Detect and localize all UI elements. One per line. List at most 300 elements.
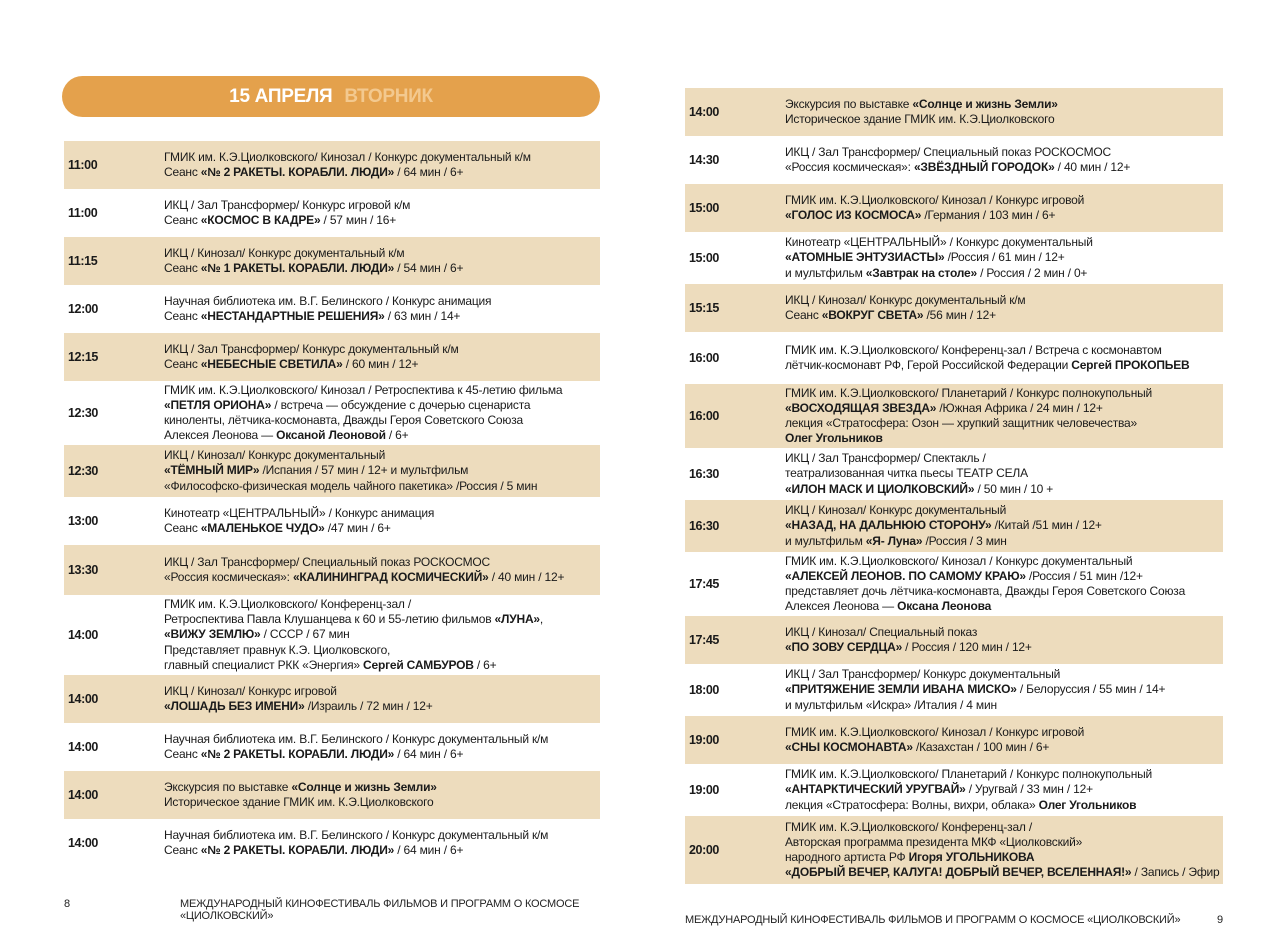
event-text: / СССР / 67 мин <box>260 627 350 642</box>
event-row <box>64 285 600 333</box>
event-text: / 50 мин / 10 + <box>974 481 1054 496</box>
event-row <box>64 723 600 771</box>
event-title: «№ 2 РАКЕТЫ. КОРАБЛИ. ЛЮДИ» <box>200 165 395 179</box>
event-description <box>785 145 1223 175</box>
event-line <box>164 570 600 585</box>
event-text: народного артиста РФ <box>785 850 909 864</box>
event-time: 16:00 <box>689 409 719 423</box>
event-line <box>785 482 1223 497</box>
event-title: «КОСМОС В КАДРЕ» <box>200 213 321 227</box>
event-description <box>785 820 1223 881</box>
event-time: 15:00 <box>689 201 719 215</box>
event-title: «НАЗАД, НА ДАЛЬНЮЮ СТОРОНУ» <box>785 518 992 533</box>
event-row <box>685 232 1223 284</box>
event-line <box>164 658 600 673</box>
event-description <box>785 293 1223 323</box>
event-title: «КАЛИНИНГРАД КОСМИЧЕСКИЙ» <box>292 570 489 584</box>
event-line <box>785 250 1223 265</box>
event-row <box>685 616 1223 664</box>
event-title: Оксаной Леоновой <box>276 428 386 443</box>
event-line <box>785 293 1223 308</box>
event-text: ГМИК им. К.Э.Циолковского/ Конференц-зал / Встреча с космонавтом <box>785 342 1162 357</box>
event-description <box>164 780 600 810</box>
event-line <box>785 503 1223 518</box>
event-row <box>685 552 1223 616</box>
event-time: 13:30 <box>68 563 98 577</box>
event-line <box>164 795 600 810</box>
event-text: ИКЦ / Зал Трансформер/ Конкурс документальный <box>785 667 1061 682</box>
event-text: Сеанс <box>164 357 201 371</box>
event-line <box>785 640 1223 655</box>
event-time: 14:00 <box>68 836 98 850</box>
event-row <box>64 237 600 285</box>
event-title: Сергей САМБУРОВ <box>363 657 474 672</box>
event-line <box>785 865 1223 880</box>
event-title: «Солнце и жизнь Земли» <box>912 96 1058 111</box>
event-title: «№ 2 РАКЕТЫ. КОРАБЛИ. ЛЮДИ» <box>200 747 395 761</box>
event-text: /Германия / 103 мин / 6+ <box>921 208 1056 222</box>
event-description <box>164 294 600 324</box>
event-time: 11:15 <box>68 254 98 268</box>
event-time: 16:30 <box>689 467 719 481</box>
event-line <box>785 97 1223 112</box>
event-title: «СНЫ КОСМОНАВТА» <box>785 740 913 754</box>
event-description <box>164 383 600 444</box>
event-time: 12:30 <box>68 406 98 420</box>
event-text: /Израиль / 72 мин / 12+ <box>304 699 433 713</box>
event-text: / 60 мин / 12+ <box>342 357 419 371</box>
event-line <box>785 416 1223 431</box>
event-text: ИКЦ / Кинозал/ Конкурс документальный к/м <box>164 245 405 260</box>
event-description <box>164 246 600 276</box>
event-text: ИКЦ / Кинозал/ Конкурс документальный к/м <box>785 292 1026 307</box>
event-row <box>64 333 600 381</box>
event-line <box>164 627 600 642</box>
event-line <box>164 612 600 627</box>
event-text: Кинотеатр «ЦЕНТРАЛЬНЫЙ» / Конкурс анимация <box>164 505 435 520</box>
event-description <box>164 597 600 673</box>
event-line <box>164 165 600 180</box>
event-text: лекция «Стратосфера: Волны, вихри, облака» <box>785 797 1039 812</box>
event-time: 12:00 <box>68 302 98 316</box>
event-text: / Белоруссия / 55 мин / 14+ <box>1016 682 1166 697</box>
event-text: ГМИК им. К.Э.Циолковского/ Кинозал / Ретроспектива к 45-летию фильма <box>164 382 563 397</box>
event-time: 12:30 <box>68 464 98 478</box>
event-row <box>64 141 600 189</box>
event-text: Сеанс <box>164 213 201 227</box>
event-time: 14:30 <box>689 153 719 167</box>
event-text: киноленты, лётчика-космонавта, Дважды Героя Советского Союза <box>164 413 523 427</box>
event-text: представляет дочь лётчика-космонавта, Дважды Героя Советского Союза <box>785 584 1186 598</box>
event-text: /Китай /51 мин / 12+ <box>991 518 1102 533</box>
event-title: «ПЕТЛЯ ОРИОНА» <box>164 397 272 412</box>
event-line <box>164 643 600 658</box>
event-row <box>64 819 600 867</box>
event-line <box>164 747 600 762</box>
event-text: / 57 мин / 16+ <box>320 213 397 227</box>
event-row <box>64 771 600 819</box>
event-text: ГМИК им. К.Э.Циолковского/ Кинозал / Конкурс игровой <box>785 192 1085 207</box>
event-description <box>164 342 600 372</box>
event-line <box>164 198 600 213</box>
event-time: 18:00 <box>689 683 719 697</box>
event-text: / 54 мин / 6+ <box>394 261 464 275</box>
event-line <box>164 342 600 357</box>
right-page <box>635 0 1270 950</box>
event-text: / 64 мин / 6+ <box>394 843 464 857</box>
event-text: , <box>539 612 544 627</box>
event-time: 14:00 <box>68 788 98 802</box>
event-line <box>164 213 600 228</box>
event-row <box>64 381 600 445</box>
event-text: ГМИК им. К.Э.Циолковского/ Планетарий / Конкурс полнокупольный <box>785 767 1153 782</box>
event-text: ИКЦ / Зал Трансформер/ Специальный показ РОСКОСМОС <box>164 554 491 569</box>
event-time: 14:00 <box>68 740 98 754</box>
event-line <box>785 798 1223 813</box>
event-line <box>785 698 1223 713</box>
event-text: «Россия космическая»: <box>164 570 293 584</box>
event-line <box>785 401 1223 416</box>
event-text: ИКЦ / Зал Трансформер/ Спектакль / <box>785 451 986 466</box>
event-description <box>785 386 1223 447</box>
day-date: 15 АПРЕЛЯ <box>229 85 333 107</box>
event-title: «№ 1 РАКЕТЫ. КОРАБЛИ. ЛЮДИ» <box>200 261 395 275</box>
event-text: ИКЦ / Кинозал/ Специальный показ <box>785 624 978 639</box>
event-line <box>785 740 1223 755</box>
right-page-number: 9 <box>1217 914 1223 926</box>
event-time: 15:00 <box>689 251 719 265</box>
event-line <box>164 309 600 324</box>
event-description <box>785 343 1223 373</box>
event-text: / 40 мин / 12+ <box>488 570 565 584</box>
day-weekday: ВТОРНИК <box>344 85 433 107</box>
event-description <box>785 767 1223 813</box>
event-text: ГМИК им. К.Э.Циолковского/ Конференц-зал / <box>164 597 412 611</box>
event-title: «№ 2 РАКЕТЫ. КОРАБЛИ. ЛЮДИ» <box>200 843 395 857</box>
event-title: Олег Угольников <box>785 431 883 446</box>
event-text: / Запись / Эфир <box>1131 865 1220 880</box>
event-title: «ПО ЗОВУ СЕРДЦА» <box>785 640 903 654</box>
event-time: 12:15 <box>68 350 98 364</box>
event-line <box>164 246 600 261</box>
day-header <box>62 76 600 117</box>
event-line <box>785 767 1223 782</box>
event-text: / Уругвай / 33 мин / 12+ <box>965 782 1093 797</box>
event-row <box>64 445 600 497</box>
event-row <box>685 88 1223 136</box>
event-line <box>785 308 1223 323</box>
event-time: 20:00 <box>689 843 719 857</box>
event-title: Сергей ПРОКОПЬЕВ <box>1071 358 1190 372</box>
event-line <box>785 782 1223 797</box>
event-line <box>164 684 600 699</box>
event-line <box>785 208 1223 223</box>
event-row <box>685 764 1223 816</box>
event-time: 17:45 <box>689 633 719 647</box>
event-line <box>785 534 1223 549</box>
event-text: Сеанс <box>164 843 201 857</box>
event-text: ГМИК им. К.Э.Циолковского/ Кинозал / Конкурс документальный к/м <box>164 149 531 164</box>
event-title: Игоря УГОЛЬНИКОВА <box>908 850 1035 864</box>
event-text: ГМИК им. К.Э.Циолковского/ Кинозал / Конкурс документальный <box>785 553 1133 568</box>
event-text: Историческое здание ГМИК им. К.Э.Циолковского <box>164 795 434 809</box>
event-line <box>785 584 1223 599</box>
event-title: «ИЛОН МАСК И ЦИОЛКОВСКИЙ» <box>785 481 975 496</box>
left-page-number: 8 <box>64 898 70 910</box>
right-schedule <box>685 88 1223 884</box>
event-description <box>785 97 1223 127</box>
event-text: ИКЦ / Зал Трансформер/ Специальный показ РОСКОСМОС <box>785 144 1112 159</box>
event-text: /Казахстан / 100 мин / 6+ <box>912 740 1050 754</box>
event-row <box>685 816 1223 884</box>
event-line <box>785 266 1223 281</box>
event-text: ГМИК им. К.Э.Циолковского/ Конференц-зал / <box>785 819 1033 834</box>
event-line <box>164 413 600 428</box>
event-time: 16:00 <box>689 351 719 365</box>
event-text: Авторская программа президента МКФ «Циолковский» <box>785 834 1083 849</box>
event-line <box>164 294 600 309</box>
event-text: / 64 мин / 6+ <box>394 165 464 179</box>
event-title: «ДОБРЫЙ ВЕЧЕР, КАЛУГА! ДОБРЫЙ ВЕЧЕР, ВСЕЛЕННАЯ!» <box>785 865 1132 880</box>
event-description <box>164 828 600 858</box>
event-line <box>164 150 600 165</box>
event-title: «ГОЛОС ИЗ КОСМОСА» <box>785 208 922 222</box>
event-line <box>785 235 1223 250</box>
event-description <box>785 667 1223 713</box>
event-line <box>164 555 600 570</box>
event-text: и мультфильм «Искра» /Италия / 4 мин <box>785 697 997 712</box>
event-description <box>785 235 1223 281</box>
event-title: «ЛОШАДЬ БЕЗ ИМЕНИ» <box>164 699 305 713</box>
event-row <box>685 716 1223 764</box>
event-text: / Россия / 120 мин / 12+ <box>902 640 1032 654</box>
event-title: «АНТАРКТИЧЕСКИЙ УРУГВАЙ» <box>785 782 966 797</box>
event-line <box>785 451 1223 466</box>
event-text: театрализованная читка пьесы ТЕАТР СЕЛА <box>785 466 1028 481</box>
event-line <box>785 625 1223 640</box>
event-row <box>685 384 1223 448</box>
event-line <box>785 667 1223 682</box>
event-time: 15:15 <box>689 301 719 315</box>
event-text: /Россия / 3 мин <box>922 533 1007 548</box>
event-description <box>164 732 600 762</box>
event-text: и мультфильм <box>785 265 866 280</box>
event-line <box>785 518 1223 533</box>
event-line <box>785 466 1223 481</box>
event-line <box>785 343 1223 358</box>
event-time: 19:00 <box>689 783 719 797</box>
event-title: «ТЁМНЫЙ МИР» <box>164 463 260 478</box>
event-row <box>685 448 1223 500</box>
event-line <box>164 261 600 276</box>
event-text: Историческое здание ГМИК им. К.Э.Циолковского <box>785 112 1055 126</box>
event-text: Научная библиотека им. В.Г. Белинского / Конкурс анимация <box>164 293 492 308</box>
event-text: Ретроспектива Павла Клушанцева к 60 и 55-летию фильмов <box>164 612 495 627</box>
event-title: Оксана Леонова <box>897 599 992 614</box>
event-description <box>164 448 600 494</box>
event-text: Научная библиотека им. В.Г. Белинского / Конкурс документальный к/м <box>164 731 549 746</box>
event-text: Сеанс <box>164 747 201 761</box>
event-text: / 6+ <box>385 428 409 443</box>
event-text: / 40 мин / 12+ <box>1054 160 1131 174</box>
event-row <box>64 189 600 237</box>
event-line <box>785 850 1223 865</box>
event-title: «ЛУНА» <box>494 612 540 627</box>
event-description <box>164 150 600 180</box>
event-text: Представляет правнук К.Э. Циолковского, <box>164 642 391 657</box>
event-row <box>64 497 600 545</box>
event-line <box>164 448 600 463</box>
event-time: 13:00 <box>68 514 98 528</box>
event-line <box>785 358 1223 373</box>
event-text: ГМИК им. К.Э.Циолковского/ Планетарий / Конкурс полнокупольный <box>785 385 1153 400</box>
event-text: / Россия / 2 мин / 0+ <box>977 265 1088 280</box>
left-schedule <box>64 141 600 867</box>
event-time: 14:00 <box>68 692 98 706</box>
event-title: «НЕСТАНДАРТНЫЕ РЕШЕНИЯ» <box>200 309 385 323</box>
left-festival-title: МЕЖДУНАРОДНЫЙ КИНОФЕСТИВАЛЬ ФИЛЬМОВ И ПРОГРАММ О КОСМОСЕ «ЦИОЛКОВСКИЙ» <box>180 898 580 922</box>
event-text: / 64 мин / 6+ <box>394 747 464 761</box>
event-time: 14:00 <box>68 628 98 642</box>
event-text: Алексея Леонова — <box>164 428 277 443</box>
event-line <box>164 383 600 398</box>
event-line <box>785 835 1223 850</box>
event-text: /47 мин / 6+ <box>324 521 391 535</box>
event-time: 11:00 <box>68 206 98 220</box>
event-text: / 63 мин / 14+ <box>384 309 461 323</box>
event-description <box>785 503 1223 549</box>
event-title: «Солнце и жизнь Земли» <box>291 779 437 794</box>
event-row <box>685 184 1223 232</box>
event-title: «МАЛЕНЬКОЕ ЧУДО» <box>200 521 325 535</box>
event-title: «АТОМНЫЕ ЭНТУЗИАСТЫ» <box>785 250 945 265</box>
event-line <box>164 699 600 714</box>
event-time: 14:00 <box>689 105 719 119</box>
event-title: «ЗВЁЗДНЫЙ ГОРОДОК» <box>913 160 1055 174</box>
event-title: «НЕБЕСНЫЕ СВЕТИЛА» <box>200 357 343 371</box>
event-description <box>785 725 1223 755</box>
event-title: «ПРИТЯЖЕНИЕ ЗЕМЛИ ИВАНА МИСКО» <box>785 682 1017 697</box>
event-text: Экскурсия по выставке <box>785 96 913 111</box>
event-line <box>785 145 1223 160</box>
event-line <box>785 386 1223 401</box>
event-text: ИКЦ / Кинозал/ Конкурс документальный <box>164 448 386 463</box>
event-title: «Завтрак на столе» <box>865 265 977 280</box>
event-line <box>164 463 600 478</box>
event-title: «ВИЖУ ЗЕМЛЮ» <box>164 627 261 642</box>
event-time: 11:00 <box>68 158 98 172</box>
event-description <box>164 198 600 228</box>
event-description <box>164 506 600 536</box>
event-line <box>164 479 600 494</box>
event-text: главный специалист РКК «Энергия» <box>164 657 363 672</box>
event-line <box>164 398 600 413</box>
event-text: Сеанс <box>164 309 201 323</box>
event-line <box>164 732 600 747</box>
event-line <box>164 828 600 843</box>
event-row <box>64 675 600 723</box>
event-time: 16:30 <box>689 519 719 533</box>
event-text: Экскурсия по выставке <box>164 779 292 794</box>
event-text: лекция «Стратосфера: Озон — хрупкий защитник человечества» <box>785 416 1137 430</box>
event-row <box>685 136 1223 184</box>
event-row <box>685 332 1223 384</box>
event-line <box>785 569 1223 584</box>
event-row <box>685 500 1223 552</box>
event-line <box>164 357 600 372</box>
event-time: 17:45 <box>689 577 719 591</box>
event-line <box>785 554 1223 569</box>
event-text: Кинотеатр «ЦЕНТРАЛЬНЫЙ» / Конкурс документальный <box>785 235 1093 250</box>
event-title: Олег Угольников <box>1038 797 1137 812</box>
event-line <box>164 843 600 858</box>
event-text: /Россия / 61 мин / 12+ <box>944 250 1065 265</box>
event-text: «Философско-физическая модель чайного пакетика» /Россия / 5 мин <box>164 478 538 493</box>
event-text: «Россия космическая»: <box>785 160 914 174</box>
event-text: / 6+ <box>473 657 497 672</box>
event-text: ИКЦ / Кинозал/ Конкурс документальный <box>785 503 1007 518</box>
event-line <box>164 597 600 612</box>
event-time: 19:00 <box>689 733 719 747</box>
event-row <box>685 664 1223 716</box>
event-description <box>164 684 600 714</box>
event-text: Алексея Леонова — <box>785 599 898 614</box>
event-row <box>685 284 1223 332</box>
event-text: /Южная Африка / 24 мин / 12+ <box>936 400 1103 415</box>
event-line <box>164 428 600 443</box>
event-text: лётчик-космонавт РФ, Герой Российской Федерации <box>785 358 1072 372</box>
event-description <box>164 555 600 585</box>
event-title: «АЛЕКСЕЙ ЛЕОНОВ. ПО САМОМУ КРАЮ» <box>785 568 1026 583</box>
event-row <box>64 545 600 595</box>
event-title: «ВОСХОДЯЩАЯ ЗВЕЗДА» <box>785 400 937 415</box>
event-text: ИКЦ / Кинозал/ Конкурс игровой <box>164 683 337 698</box>
event-line <box>785 112 1223 127</box>
event-line <box>785 193 1223 208</box>
event-line <box>164 521 600 536</box>
event-text: Сеанс <box>164 521 201 535</box>
event-text: /Испания / 57 мин / 12+ и мультфильм <box>259 463 469 478</box>
event-text: Сеанс <box>785 308 822 322</box>
event-text: /56 мин / 12+ <box>923 308 996 322</box>
event-line <box>785 682 1223 697</box>
event-description <box>785 625 1223 655</box>
event-title: «ВОКРУГ СВЕТА» <box>821 308 924 322</box>
right-festival-title: МЕЖДУНАРОДНЫЙ КИНОФЕСТИВАЛЬ ФИЛЬМОВ И ПРОГРАММ О КОСМОСЕ «ЦИОЛКОВСКИЙ» <box>685 914 1181 926</box>
event-text: ИКЦ / Зал Трансформер/ Конкурс игровой к/м <box>164 197 411 212</box>
event-title: «Я- Луна» <box>865 533 923 548</box>
event-line <box>785 820 1223 835</box>
event-text: и мультфильм <box>785 533 866 548</box>
event-line <box>164 506 600 521</box>
event-text: Научная библиотека им. В.Г. Белинского / Конкурс документальный к/м <box>164 827 549 842</box>
event-text: /Россия / 51 мин /12+ <box>1025 568 1143 583</box>
event-line <box>785 725 1223 740</box>
event-text: ИКЦ / Зал Трансформер/ Конкурс документальный к/м <box>164 341 459 356</box>
event-line <box>785 599 1223 614</box>
event-description <box>785 193 1223 223</box>
event-text: Сеанс <box>164 261 201 275</box>
event-line <box>785 431 1223 446</box>
event-description <box>785 554 1223 615</box>
event-line <box>785 160 1223 175</box>
event-text: ГМИК им. К.Э.Циолковского/ Кинозал / Конкурс игровой <box>785 724 1085 739</box>
event-text: / встреча — обсуждение с дочерью сценариста <box>271 397 531 412</box>
event-text: Сеанс <box>164 165 201 179</box>
event-row <box>64 595 600 675</box>
event-description <box>785 451 1223 497</box>
event-line <box>164 780 600 795</box>
